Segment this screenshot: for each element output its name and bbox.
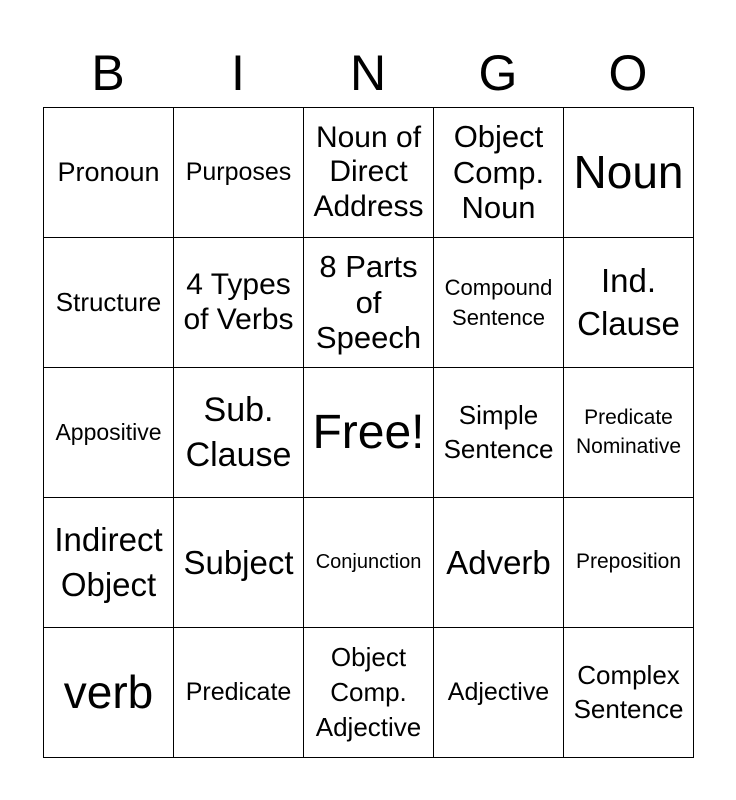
bingo-header: [43, 42, 693, 104]
bingo-cell[interactable]: [304, 108, 434, 238]
bingo-cell[interactable]: [434, 628, 564, 758]
cell-label: Appositive: [55, 419, 162, 446]
bingo-cell[interactable]: [44, 238, 174, 368]
bingo-cell[interactable]: [564, 368, 694, 498]
cell-label: 8 Parts of Speech: [315, 249, 422, 356]
header-letter-n: N: [349, 45, 387, 101]
cell-label: Purposes: [185, 158, 292, 187]
bingo-cell[interactable]: [304, 498, 434, 628]
cell-label: Complex Sentence: [573, 659, 684, 724]
cell-label: Object Comp. Noun: [452, 119, 545, 226]
bingo-cell[interactable]: [564, 108, 694, 238]
bingo-cell[interactable]: [434, 368, 564, 498]
cell-label: Adverb: [446, 543, 551, 581]
cell-label: Structure: [55, 286, 162, 317]
bingo-cell[interactable]: [44, 368, 174, 498]
bingo-cell[interactable]: [44, 498, 174, 628]
cell-label: Preposition: [575, 550, 682, 574]
bingo-cell[interactable]: [434, 238, 564, 368]
bingo-cell[interactable]: [174, 498, 304, 628]
bingo-cell[interactable]: [564, 498, 694, 628]
cell-label: Predicate Nominative: [575, 406, 682, 458]
cell-label: Simple Sentence: [443, 399, 554, 464]
header-letter-g: G: [478, 45, 518, 101]
bingo-cell[interactable]: [304, 238, 434, 368]
bingo-cell[interactable]: [174, 238, 304, 368]
cell-label: Sub. Clause: [185, 391, 292, 474]
bingo-cell[interactable]: [564, 238, 694, 368]
cell-label: Compound Sentence: [444, 274, 553, 330]
bingo-cell[interactable]: [304, 628, 434, 758]
cell-label: Subject: [183, 543, 294, 581]
bingo-cell[interactable]: [174, 108, 304, 238]
bingo-cell[interactable]: [174, 368, 304, 498]
cell-label: Indirect Object: [54, 520, 163, 603]
cell-label: Adjective: [447, 678, 550, 707]
bingo-cell[interactable]: [44, 628, 174, 758]
bingo-cell[interactable]: [564, 628, 694, 758]
cell-label: Predicate: [185, 678, 292, 707]
cell-label: Noun: [573, 146, 684, 199]
bingo-cell[interactable]: [44, 108, 174, 238]
cell-label: Conjunction: [315, 551, 422, 573]
cell-label: Object Comp. Adjective: [315, 641, 422, 743]
cell-label: verb: [63, 666, 154, 719]
cell-label: Pronoun: [57, 156, 160, 187]
bingo-board: [43, 107, 694, 758]
cell-label: Free!: [312, 405, 425, 459]
bingo-cell[interactable]: [434, 108, 564, 238]
cell-label: 4 Types of Verbs: [183, 268, 294, 336]
cell-label: Ind. Clause: [577, 261, 680, 342]
header-letter-o: O: [608, 45, 648, 101]
header-letter-i: I: [231, 45, 245, 101]
bingo-cell[interactable]: [434, 498, 564, 628]
header-letter-b: B: [91, 45, 125, 101]
bingo-cell[interactable]: [174, 628, 304, 758]
bingo-cell[interactable]: [304, 368, 434, 498]
cell-label: Noun of Direct Address: [313, 120, 424, 223]
